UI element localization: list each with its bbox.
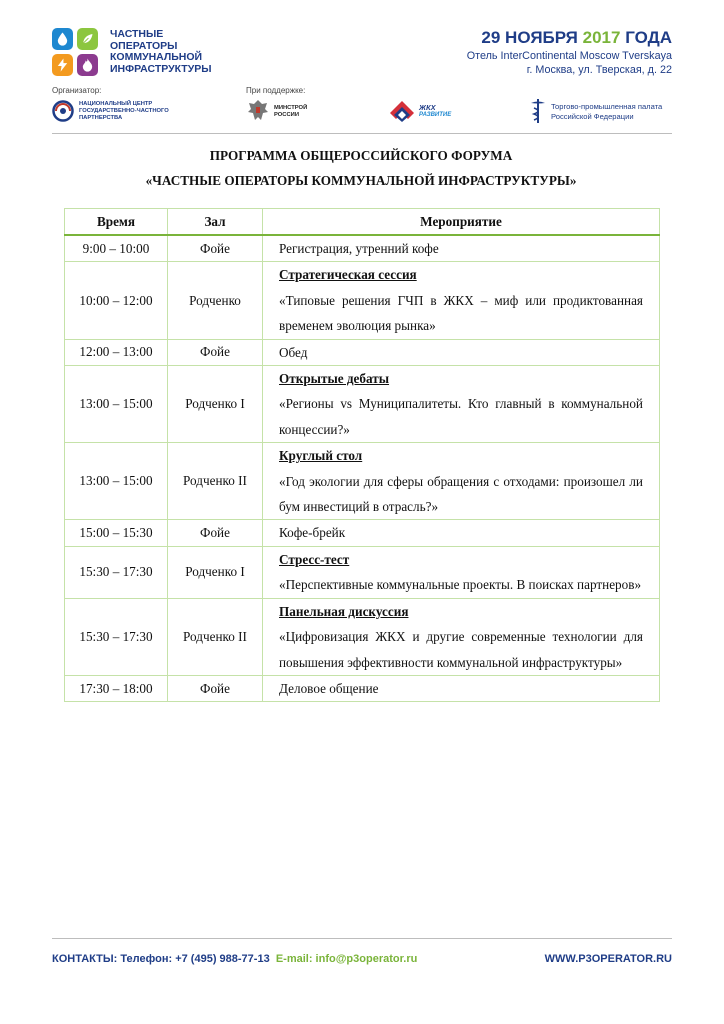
table-row [65, 675, 660, 701]
row-event: Деловое общение [263, 675, 660, 701]
header-event: Мероприятие [263, 209, 660, 236]
event-heading: Стратегическая сессия [279, 267, 417, 283]
ncgpp-line: ГОСУДАРСТВЕННО-ЧАСТНОГО [79, 108, 169, 114]
row-hall: Родченко I [168, 546, 263, 598]
ncgpp-emblem-icon [52, 100, 74, 122]
logo-line: ОПЕРАТОРЫ [110, 39, 178, 52]
table-row [65, 262, 660, 339]
table-row [65, 598, 660, 675]
tpp-line: Российской Федерации [551, 112, 634, 121]
ncgpp-line: ПАРТНЕРСТВА [79, 115, 123, 121]
row-event: Обед [263, 339, 660, 365]
organizer-caption: Организатор: [52, 86, 102, 95]
row-event [263, 443, 660, 520]
date-day: 29 НОЯБРЯ [481, 28, 578, 47]
table-row [65, 546, 660, 598]
zhkh-line: РАЗВИТИЕ [419, 111, 452, 118]
logo-tiles [52, 28, 98, 78]
contact-email[interactable]: E-mail: info@p3operator.ru [275, 953, 418, 965]
footer-contacts [52, 953, 417, 965]
date-year: 2017 [582, 28, 621, 47]
row-time: 17:30 – 18:00 [65, 675, 168, 701]
row-event [263, 546, 660, 598]
footer-website-link[interactable]: WWW.P3OPERATOR.RU [544, 953, 672, 965]
table-row [65, 235, 660, 262]
logo-line: ЧАСТНЫЕ [110, 28, 164, 40]
program-title-line1: ПРОГРАММА ОБЩЕРОССИЙСКОГО ФОРУМА [209, 148, 513, 163]
partner-zhkh [388, 97, 468, 127]
header-divider [52, 133, 672, 134]
event-heading: Стресс-тест [279, 551, 350, 567]
logo-text [110, 29, 220, 75]
row-hall: Родченко [168, 262, 263, 339]
table-row [65, 443, 660, 520]
leaf-icon [77, 28, 98, 50]
event-description: «Цифровизация ЖКХ и другие современные технологии для повышения эффективности коммунальной инфраструктуры» [279, 629, 643, 670]
table-row [65, 520, 660, 546]
venue-hotel: Отель InterContinental Moscow Tverskaya [466, 50, 672, 62]
flame-icon [77, 54, 98, 76]
event-heading: Открытые дебаты [279, 371, 390, 387]
program-table [64, 208, 660, 702]
row-hall: Фойе [168, 520, 263, 546]
row-event: Кофе-брейк [263, 520, 660, 546]
row-hall: Родченко II [168, 443, 263, 520]
row-time: 15:00 – 15:30 [65, 520, 168, 546]
row-time: 13:00 – 15:00 [65, 366, 168, 443]
row-hall: Фойе [168, 235, 263, 262]
date-word: ГОДА [625, 28, 672, 47]
footer-divider [52, 938, 672, 939]
tpp-line: Торгово-промышленная палата [551, 102, 663, 111]
row-time: 15:30 – 17:30 [65, 598, 168, 675]
event-description: «Год экологии для сферы обращения с отходами: произошел ли бум инвестиций в отрасль?» [279, 473, 643, 515]
row-time: 9:00 – 10:00 [65, 235, 168, 262]
row-time: 13:00 – 15:00 [65, 443, 168, 520]
row-event [263, 262, 660, 339]
row-event [263, 598, 660, 675]
event-date-block [467, 27, 672, 77]
row-hall: Родченко I [168, 366, 263, 443]
table-row [65, 339, 660, 365]
row-time: 15:30 – 17:30 [65, 546, 168, 598]
contacts-label: КОНТАКТЫ: [52, 953, 118, 965]
caduceus-icon [530, 98, 546, 124]
event-heading: Панельная дискуссия [279, 603, 409, 619]
minstroy-line: МИНСТРОЙ [274, 105, 308, 111]
event-date [467, 27, 672, 49]
logo-line: ИНФРАСТРУКТУРЫ [110, 62, 212, 75]
partner-minstroy [246, 97, 326, 127]
program-title-line2: «ЧАСТНЫЕ ОПЕРАТОРЫ КОММУНАЛЬНОЙ ИНФРАСТРУКТУРЫ» [145, 173, 577, 188]
ncgpp-line: НАЦИОНАЛЬНЫЙ ЦЕНТР [79, 101, 153, 107]
row-time: 10:00 – 12:00 [65, 262, 168, 339]
eagle-emblem-icon [246, 98, 270, 124]
row-hall: Родченко II [168, 598, 263, 675]
row-hall: Фойе [168, 675, 263, 701]
venue-address: г. Москва, ул. Тверская, д. 22 [526, 64, 672, 76]
logo-line: КОММУНАЛЬНОЙ [110, 51, 203, 64]
lightning-icon [52, 54, 73, 76]
header-hall: Зал [168, 209, 263, 236]
forum-logo [52, 28, 212, 78]
table-row [65, 366, 660, 443]
row-event [263, 366, 660, 443]
support-caption: При поддержке: [246, 86, 306, 95]
water-drop-icon [52, 28, 73, 50]
partner-tpp [530, 97, 672, 127]
row-time: 12:00 – 13:00 [65, 339, 168, 365]
partner-ncgpp [52, 97, 182, 127]
zhkh-line: ЖКХ [419, 103, 436, 112]
event-description: «Перспективные коммунальные проекты. В поисках партнеров» [279, 577, 642, 593]
event-description: «Типовые решения ГЧП в ЖКХ – миф или продиктованная временем эволюция рынка» [279, 292, 643, 334]
contact-phone: Телефон: +7 (495) 988-77-13 [120, 953, 270, 965]
event-heading: Круглый стол [279, 448, 363, 464]
header-time: Время [65, 209, 168, 236]
zhkh-house-icon [388, 99, 416, 123]
row-event: Регистрация, утренний кофе [263, 235, 660, 262]
minstroy-line: РОССИИ [274, 112, 300, 118]
event-description: «Регионы vs Муниципалитеты. Кто главный в коммунальной концессии?» [279, 396, 643, 437]
row-hall: Фойе [168, 339, 263, 365]
table-header-row [65, 209, 660, 236]
